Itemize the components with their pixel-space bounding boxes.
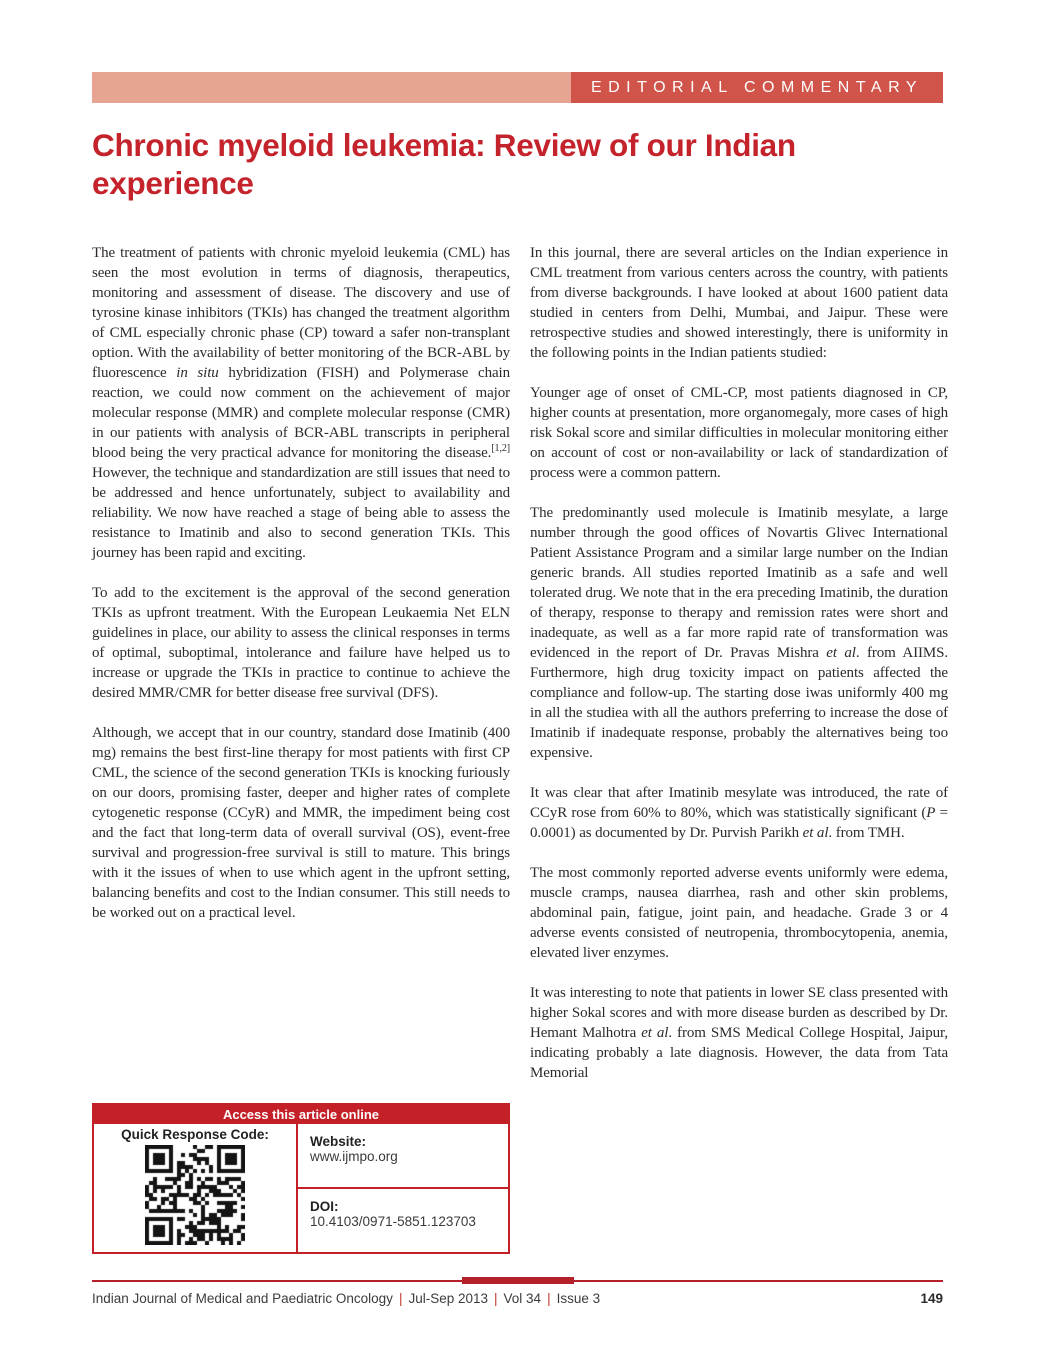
issue-date: Jul-Sep 2013 xyxy=(408,1291,489,1306)
section-label: EDITORIAL COMMENTARY xyxy=(590,78,924,96)
website-label: Website: xyxy=(310,1134,367,1149)
footer-rule-thick xyxy=(462,1277,574,1284)
paragraph: To add to the excitement is the approval of the second generation TKIs as upfront treatment. With the European Leukaemia Net ELN guidelines in place, our ability to assess the clinical responses in terms of optimal, suboptimal, intolerance and failure have helped us to increase or upgrade the TKIs in practice to continue to achieve the desired MMR/CMR for better disease free survival (DFS). xyxy=(92,585,510,701)
paragraph: The most commonly reported adverse events uniformly were edema, muscle cramps, nausea diarrhea, rash and other skin problems, abdominal pain, fatigue, joint pain, and headache. Grade 3 or 4 adverse events consisted of neutropenia, thrombocytopenia, anemia, elevated liver enzymes. xyxy=(530,865,948,961)
access-box-title: Access this article online xyxy=(94,1105,508,1124)
footer-separator: | xyxy=(398,1291,403,1306)
doi-cell xyxy=(298,1187,508,1252)
page-footer xyxy=(92,1277,943,1306)
footer-text xyxy=(92,1291,943,1306)
issue-number: Issue 3 xyxy=(556,1291,601,1306)
paragraph: Although, we accept that in our country, standard dose Imatinib (400 mg) remains the best first-line therapy for most patients with first CP CML, the science of the second generation TKIs is knocking furiously on our doors, promising faster, deeper and higher rates of complete cytogenetic response (CCyR) and MMR, the impediment being cost and the fact that long-term data of overall survival (OS), event-free survival and progression-free survival is still to mature. This brings with it the issues of when to use which agent in the upfront setting, balancing benefits and cost to the Indian consumer. This still needs to be worked out on a practical level. xyxy=(92,725,510,921)
article-title: Chronic myeloid leukemia: Review of our Indian experience xyxy=(92,127,796,201)
paragraph: The predominantly used molecule is Imatinib mesylate, a large number through the good offices of Novartis Glivec International Patient Assistance Program and a similar large number on the Indian generic brands. All studies reported Imatinib as a safe and well tolerated drug. We note that in the era preceding Imatinib, the duration of therapy, response to therapy and remission rates were short and inadequate, as well as a far more rapid rate of transformation was evidenced in the report of Dr. Pravas Mishra et al. from AIIMS. Furthermore, high drug toxicity impact on patients affected the compliance and follow-up. The starting dose iwas uniformly 400 mg in all the studiea with all the authors preferring to increase the dose of Imatinib if inadequate response, probably the alternatives being too expensive. xyxy=(530,505,948,761)
paragraph: It was clear that after Imatinib mesylate was introduced, the rate of CCyR rose from 60% to 80%, which was statistically significant (P = 0.0001) as documented by Dr. Purvish Parikh et al. from TMH. xyxy=(530,785,948,841)
doi-value: 10.4103/0971-5851.123703 xyxy=(310,1214,476,1229)
right-column xyxy=(530,243,948,1083)
access-box-details xyxy=(296,1124,508,1252)
access-article-box xyxy=(92,1103,510,1254)
qr-panel xyxy=(94,1124,296,1252)
left-column xyxy=(92,243,510,1083)
qr-code-image xyxy=(145,1145,245,1245)
footer-rule xyxy=(92,1277,943,1284)
journal-name: Indian Journal of Medical and Paediatric Oncology xyxy=(92,1291,393,1306)
section-label-bar xyxy=(571,72,943,103)
access-box-body xyxy=(94,1124,508,1252)
paragraph: In this journal, there are several articles on the Indian experience in CML treatment from various centers across the country, with patients from diverse backgrounds. I have looked at about 1600 patient data studied in centers from Delhi, Mumbai, and Jaipur. These were retrospective studies and showed interestingly, there is uniformity in the following points in the Indian patients studied: xyxy=(530,245,948,361)
footer-separator: | xyxy=(494,1291,498,1306)
website-cell xyxy=(298,1124,508,1187)
header-banner xyxy=(92,72,943,103)
paragraph: It was interesting to note that patients in lower SE class presented with higher Sokal scores and with more disease burden as described by Dr. Hemant Malhotra et al. from SMS Medical College Hospital, Jaipur, indicating probably a late diagnosis. However, the data from Tata Memorial xyxy=(530,985,948,1081)
header-salmon-bar xyxy=(92,72,571,103)
paragraph: Younger age of onset of CML-CP, most patients diagnosed in CP, higher counts at presentation, more organomegaly, more cases of high risk Sokal score and similar difficulties in molecular monitoring either on account of cost or non-availability or lack of standardization of process were a common pattern. xyxy=(530,385,948,481)
article-body xyxy=(92,243,948,1083)
qr-label: Quick Response Code: xyxy=(121,1127,269,1142)
footer-citation xyxy=(92,1291,600,1306)
doi-label: DOI: xyxy=(310,1199,339,1214)
volume: Vol 34 xyxy=(503,1291,542,1306)
footer-separator: | xyxy=(547,1291,551,1306)
website-url: www.ijmpo.org xyxy=(310,1149,398,1164)
page-number: 149 xyxy=(920,1291,943,1306)
paragraph: The treatment of patients with chronic myeloid leukemia (CML) has seen the most evolution in terms of diagnosis, therapeutics, monitoring and assessment of disease. The discovery and use of tyrosine kinase inhibitors (TKIs) has changed the treatment algorithm of CML especially chronic phase (CP) toward a safer non-transplant option. With the availability of better monitoring of the BCR-ABL by fluorescence in situ hybridization (FISH) and Polymerase chain reaction, we could now comment on the achievement of major molecular response (MMR) and complete molecular response (CMR) in our patients with analysis of BCR-ABL transcripts in peripheral blood being the very practical advance for monitoring the disease.[1,2] However, the technique and standardization are still issues that need to be addressed and hence unfortunately, subject to availability and reliability. We now have reached a stage of being able to assess the resistance to Imatinib and also to second generation TKIs. This journey has been rapid and exciting. xyxy=(92,245,510,561)
